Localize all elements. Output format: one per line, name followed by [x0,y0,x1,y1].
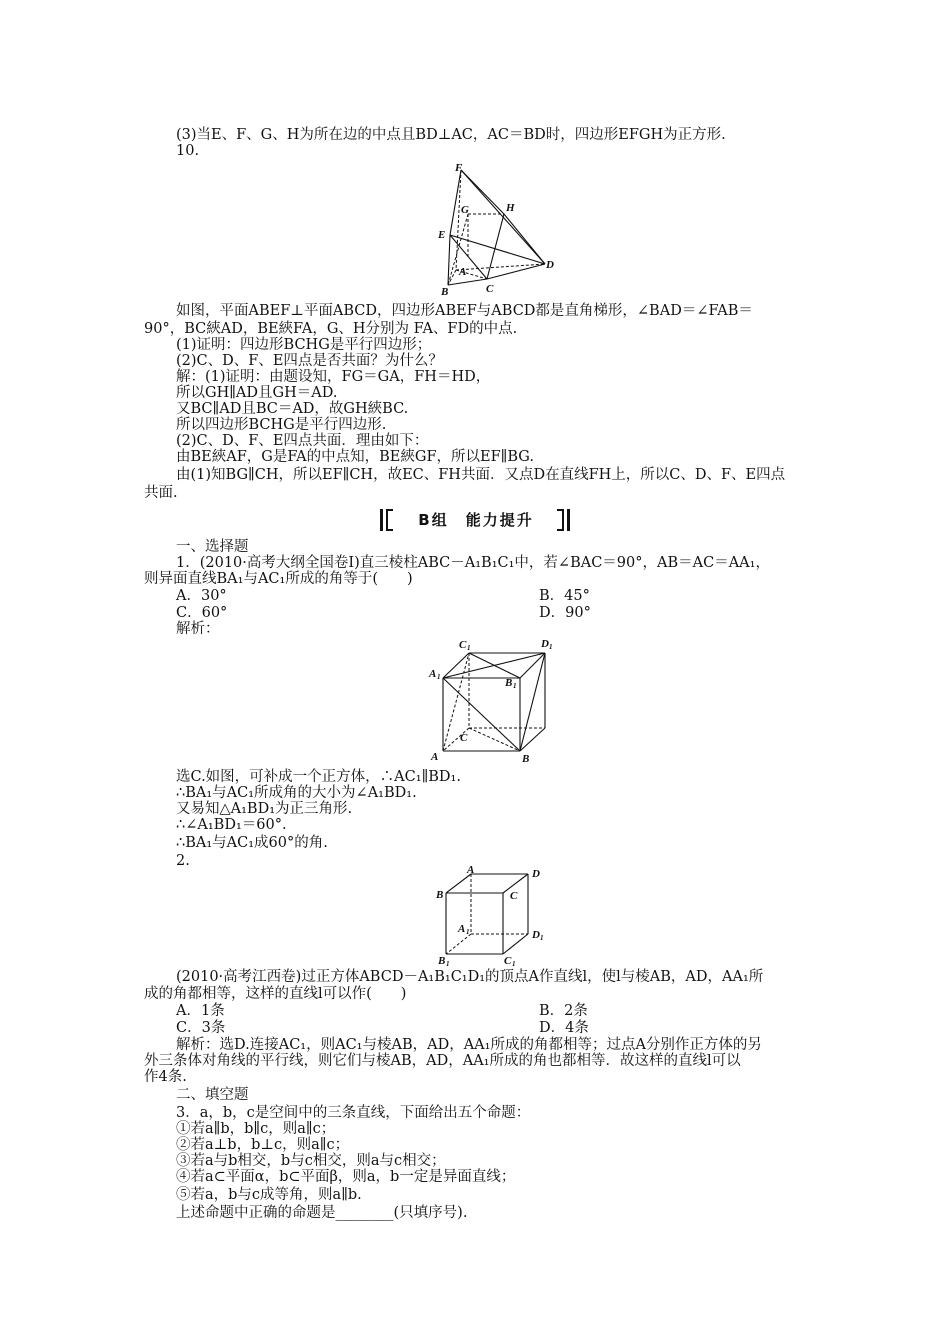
text-line: ∴BA₁与AC₁成60°的角. [176,835,328,851]
proposition-1: ①若a∥b，b∥c，则a∥c； [176,1121,336,1137]
option-c: C．3条 [176,1020,226,1036]
section-heading: 一、选择题 [176,539,249,555]
text-line: ∴∠A₁BD₁＝60°. [176,817,287,833]
label-D: D [532,868,540,880]
label-B1: B [505,677,513,689]
section-heading: 二、填空题 [176,1087,249,1103]
question-text: 3．a，b，c是空间中的三条直线，下面给出五个命题： [176,1105,531,1121]
geometry-figure-2 [425,634,560,764]
fill-blank-prompt: 上述命题中正确的命题是________(只填序号). [176,1205,468,1221]
label-G: G [461,204,469,216]
option-a: A．1条 [176,1003,225,1019]
option-d: D．90° [539,605,591,621]
question-text: 成的角都相等，这样的直线l可以作( ) [144,986,407,1002]
label-B: B [436,889,444,901]
text-line: 由(1)知BG∥CH，所以EF∥CH，故EC、FH共面．又点D在直线FH上，所以C、D、F、E四点 [176,467,786,483]
label-A: A [431,751,439,763]
text-line: 共面. [144,485,178,501]
question-number: 10. [176,143,200,159]
label-C: C [510,890,518,902]
option-c: C．60° [176,605,228,621]
text-line: (3)当E、F、G、H为所在边的中点且BD⊥AC，AC＝BD时，四边形EFGH为正方形. [176,127,726,143]
label-A: A [467,866,475,876]
label-C1: C [504,955,512,966]
proposition-2: ②若a⊥b，b⊥c，则a∥c； [176,1137,350,1153]
label-D1-subscript: 1 [540,934,544,942]
label-B1: B [438,955,446,966]
label-A1: A [458,923,466,935]
text-line: 解：(1)证明：由题设知，FG＝GA，FH＝HD， [176,369,491,385]
label-A1: A [429,668,437,680]
label-B1-subscript: 1 [446,960,450,966]
question-text: (2010·高考江西卷)过正方体ABCD－A₁B₁C₁D₁的顶点A作直线l，使l与棱AB，AD，AA₁所 [176,969,764,985]
geometry-figure-1 [428,158,563,298]
text-line: 所以四边形BCHG是平行四边形. [176,417,387,433]
label-F: F [455,162,463,174]
text-line: ∴BA₁与AC₁所成角的大小为∠A₁BD₁. [176,785,417,801]
question-text: 则异面直线BA₁与AC₁所成的角等于( ) [144,571,413,587]
text-line: 90°，BC綊AD，BE綊FA，G、H分别为 FA、FD的中点. [144,321,518,337]
text-line: 解析：选D.连接AC₁，则AC₁与棱AB，AD，AA₁所成的角都相等；过点A分别作正方体的另 [176,1037,762,1053]
label-E: E [438,229,446,241]
label-C1-subscript: 1 [467,644,471,652]
text-line: (2)C、D、F、E四点共面．理由如下： [176,433,429,449]
label-B1-subscript: 1 [513,682,517,690]
proposition-4: ④若a⊂平面α，b⊂平面β，则a，b一定是异面直线； [176,1169,516,1185]
label-B: B [441,286,449,298]
label-C1: C [459,639,467,651]
label-D: D [546,259,554,271]
analysis-label: 解析： [176,621,220,637]
label-A: A [459,266,467,278]
label-C1-subscript: 1 [512,960,516,966]
text-line: 所以GH∥AD且GH＝AD. [176,385,338,401]
text-line: (2)C、D、F、E四点是否共面？为什么？ [176,353,443,369]
section-title: B组 能力提升 [418,511,534,529]
label-C: C [460,732,468,744]
label-H: H [506,202,515,214]
text-line: 如图，平面ABEF⊥平面ABCD，四边形ABEF与ABCD都是直角梯形，∠BAD＝∠FAB＝ [176,303,753,319]
option-b: B．45° [539,588,590,604]
text-line: 选C.如图，可补成一个正方体，∴AC₁∥BD₁. [176,769,461,785]
label-D1: D [532,929,540,941]
text-line: (1)证明：四边形BCHG是平行四边形； [176,337,432,353]
text-line: 又BC∥AD且BC＝AD，故GH綊BC. [176,401,409,417]
proposition-5: ⑤若a，b与c成等角，则a∥b. [176,1187,362,1203]
text-line: 作4条. [144,1069,187,1085]
text-line: 由BE綊AF，G是FA的中点知，BE綊GF，所以EF∥BG. [176,449,534,465]
option-d: D．4条 [539,1020,589,1036]
label-D1-subscript: 1 [549,643,553,651]
label-B: B [522,753,530,764]
option-a: A．30° [176,588,227,604]
label-C: C [486,283,494,295]
question-number: 2. [176,853,190,869]
text-line: 外三条体对角线的平行线，则它们与棱AB，AD，AA₁所成的角也都相等．故这样的直线l可以 [144,1053,741,1069]
text-line: 又易知△A₁BD₁为正三角形. [176,801,353,817]
label-A1-subscript: 1 [437,673,441,681]
label-A1-subscript: 1 [466,928,470,936]
proposition-3: ③若a与b相交，b与c相交，则a与c相交； [176,1153,446,1169]
question-text: 1．(2010·高考大纲全国卷Ⅰ)直三棱柱ABC－A₁B₁C₁中，若∠BAC＝90°，AB＝AC＝AA₁， [176,555,770,571]
label-D1: D [541,638,549,650]
option-b: B．2条 [539,1003,588,1019]
geometry-figure-3 [436,866,551,966]
